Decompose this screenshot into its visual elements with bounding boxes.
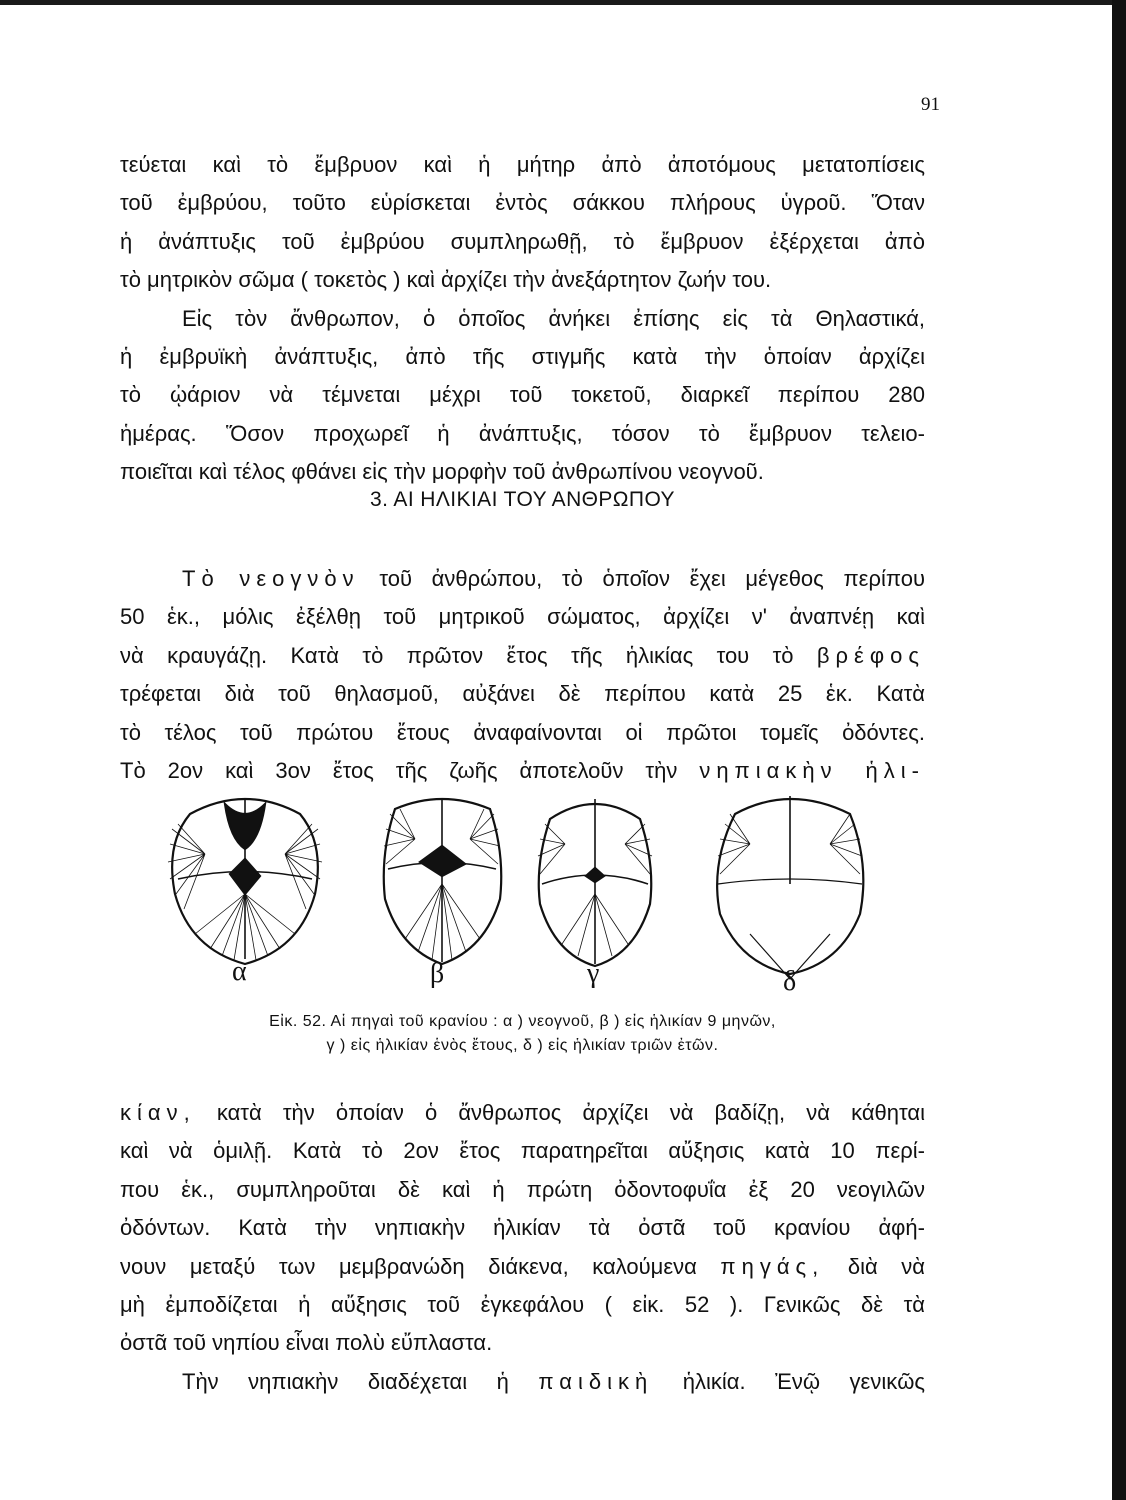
text-fragment: νὰ κραυγάζῃ. Κατὰ τὸ πρῶτον ἔτος τῆς ἡλικίας του τὸ [120, 642, 794, 668]
figure-label-a: α [232, 956, 247, 987]
spaced-term: πηγάς, [720, 1253, 825, 1279]
section-heading: 3. ΑΙ ΗΛΙΚΙΑΙ ΤΟΥ ΑΝΘΡΩΠΟΥ [370, 488, 675, 511]
skull-c-drawing [538, 799, 652, 966]
paragraph-embryo [120, 146, 925, 492]
figure-caption [120, 1010, 925, 1058]
text-fragment: νουν μεταξύ των μεμβρανώδη διάκενα, καλούμενα [120, 1253, 697, 1279]
text-line: που ἑκ., συμπληροῦται δὲ καὶ ἡ πρώτη ὀδοντοφυΐα ἐξ 20 νεογιλῶν [120, 1176, 925, 1202]
scan-top-edge [0, 0, 1126, 5]
spaced-term: κίαν, [120, 1100, 196, 1125]
page-number: 91 [921, 94, 940, 115]
spaced-term: παιδικὴ [538, 1368, 654, 1394]
text-line: 50 ἑκ., μόλις ἐξέλθῃ τοῦ μητρικοῦ σώματος, ἀρχίζει ν' ἀναπνέῃ καὶ [120, 604, 925, 630]
text-line: Εἰς τὸν ἄνθρωπον, ὁ ὁποῖος ἀνήκει ἐπίσης εἰς τὰ Θηλαστικά, [182, 305, 925, 331]
text-line: ἡ ἐμβρυϊκὴ ἀνάπτυξις, ἀπὸ τῆς στιγμῆς κατὰ τὴν ὁποίαν ἀρχίζει [120, 344, 925, 370]
text-line: τὸ μητρικὸν σῶμα ( τοκετὸς ) καὶ ἀρχίζει τὴν ἀνεξάρτητον ζωήν του. [120, 267, 772, 293]
text-fragment: ἡλικία. Ἐνῷ γενικῶς [682, 1368, 926, 1394]
text-fragment: Τὸ 2ον καὶ 3ον ἔτος τῆς ζωῆς ἀποτελοῦν τὴν [120, 758, 678, 784]
skull-a-drawing [168, 799, 322, 964]
text-line: τρέφεται διὰ τοῦ θηλασμοῦ, αὐξάνει δὲ περίπου κατὰ 25 ἑκ. Κατὰ [120, 681, 925, 707]
spaced-term: Τὸ [182, 566, 220, 591]
text-line: μὴ ἐμποδίζεται ἡ αὔξησις τοῦ ἐγκεφάλου ( εἰκ. 52 ). Γενικῶς δὲ τὰ [120, 1292, 925, 1318]
skull-d-drawing [717, 796, 863, 979]
figure-label-d: δ [783, 966, 797, 994]
text-line: τὸ τέλος τοῦ πρώτου ἔτους ἀναφαίνονται οἱ πρῶτοι τομεῖς ὀδόντες. [120, 719, 925, 745]
text-fragment: Τὴν νηπιακὴν διαδέχεται ἡ [182, 1368, 509, 1394]
text-line [120, 1094, 925, 1132]
skull-b-drawing [384, 799, 502, 964]
spaced-term: νεογνὸν [239, 566, 360, 591]
figure-label-b: β [430, 958, 445, 989]
spaced-term: νηπιακὴν ἡλι- [699, 758, 925, 784]
text-line [120, 637, 925, 675]
spaced-term: βρέφος [816, 642, 925, 668]
text-fragment: διὰ νὰ [847, 1253, 925, 1279]
caption-line: Εἰκ. 52. Αἱ πηγαὶ τοῦ κρανίου : α ) νεογνοῦ, β ) εἰς ἡλικίαν 9 μηνῶν, [269, 1013, 776, 1030]
text-line: τεύεται καὶ τὸ ἔμβρυον καὶ ἡ μήτηρ ἀπὸ ἀποτόμους μετατοπίσεις [120, 152, 925, 177]
text-line [120, 1363, 925, 1401]
text-line: καὶ νὰ ὁμιλῇ. Κατὰ τὸ 2ον ἔτος παρατηρεῖται αὔξησις κατὰ 10 περί- [120, 1138, 925, 1164]
text-line [120, 560, 925, 598]
text-line: ὀδόντων. Κατὰ τὴν νηπιακὴν ἡλικίαν τὰ ὀστᾶ τοῦ κρανίου ἀφή- [120, 1215, 925, 1241]
text-line [120, 1248, 925, 1286]
text-fragment: κατὰ τὴν ὁποίαν ὁ ἄνθρωπος ἀρχίζει νὰ βαδίζῃ, νὰ κάθηται [216, 1100, 925, 1125]
caption-line: γ ) εἰς ἡλικίαν ἑνὸς ἔτους, δ ) εἰς ἡλικίαν τριῶν ἐτῶν. [326, 1037, 719, 1054]
skull-fontanelles-figure [150, 784, 930, 994]
text-line: τοῦ ἐμβρύου, τοῦτο εὑρίσκεται ἐντὸς σάκκου πλήρους ὑγροῦ. Ὅταν [120, 190, 925, 216]
text-line: ποιεῖται καὶ τέλος φθάνει εἰς τὴν μορφὴν τοῦ ἀνθρωπίνου νεογνοῦ. [120, 459, 764, 485]
figure-label-c: γ [587, 958, 600, 989]
scan-right-edge [1112, 0, 1126, 1500]
paragraph-newborn [120, 560, 925, 790]
text-line: ὀστᾶ τοῦ νηπίου εἶναι πολὺ εὔπλαστα. [120, 1330, 493, 1356]
text-line: τὸ ᾠάριον νὰ τέμνεται μέχρι τοῦ τοκετοῦ, διαρκεῖ περίπου 280 [120, 382, 925, 408]
text-fragment: τοῦ ἀνθρώπου, τὸ ὁποῖον ἔχει μέγεθος περίπου [379, 566, 925, 591]
paragraph-infancy [120, 1094, 925, 1401]
text-line: ἡ ἀνάπτυξις τοῦ ἐμβρύου συμπληρωθῇ, τὸ ἔμβρυον ἐξέρχεται ἀπὸ [120, 228, 925, 254]
text-line: ἡμέρας. Ὅσον προχωρεῖ ἡ ἀνάπτυξις, τόσον τὸ ἔμβρυον τελειο- [120, 420, 925, 446]
